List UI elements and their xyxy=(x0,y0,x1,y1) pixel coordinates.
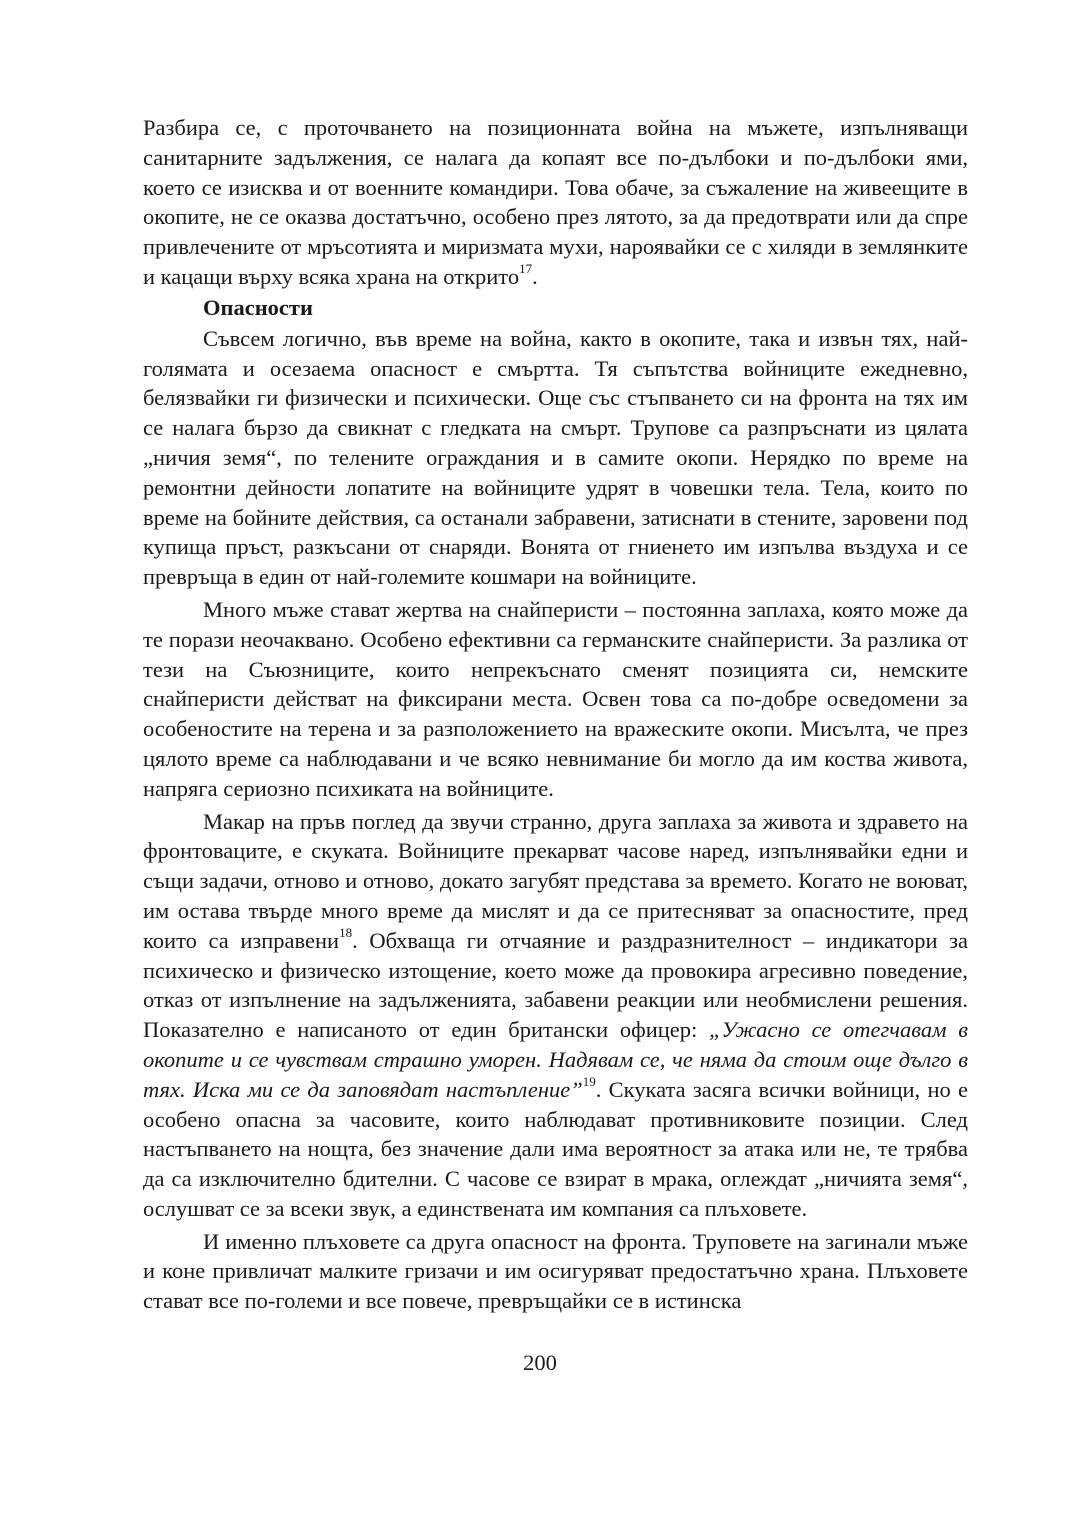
paragraph-snipers: Много мъже стават жертва на снайперисти – постоянна заплаха, която може да те порази неочаквано. Особено ефективни са германските снайперисти. За разлика от тези на Съюзниците, които непрекъснато сменят позицията си, немските снайперисти действат на фиксирани места. Освен това са по-добре осведомени за особеностите на терена и за разположението на вражеските окопи. Мисълта, че през цялото време са наблюдавани и че всяко невнимание би могло да им коства живота, напряга сериозно психиката на войниците. xyxy=(143,596,968,801)
footnote-ref-18: 18 xyxy=(339,925,353,941)
officer-quote: „Ужасно се отегчавам в окопите и се чувствам страшно уморен. Надявам се, че няма да стоим още дълго в тях. Иска ми се да заповядат настъпление” xyxy=(143,1017,968,1102)
paragraph-text-part1: Макар на пръв поглед да звучи странно, друга заплаха за живота и здравето на фронтоваците, е скуката. Войниците прекарват часове наред, изпълнявайки едни и същи задачи, отново и отново, докато загубят представа за времето. Когато не воюват, им остава твърде много време да мислят и да се притесняват за опасностите, пред които са изправени xyxy=(143,808,968,953)
paragraph-rats: И именно плъховете са друга опасност на фронта. Труповете на загинали мъже и коне привличат малките гризачи и им осигуряват предостатъчно храна. Плъховете стават все по-големи и все повече, превръщайки се в истинска xyxy=(143,1228,968,1314)
paragraph-text-part2: . Обхваща ги отчаяние и раздразнителност – индикатори за психическо и физическо изтощение, което може да провокира агресивно поведение, отказ от изпълнение на задълженията, забавени реакции или необмислени решения. Показателно е написаното от един британски офицер: xyxy=(143,927,968,1043)
page-body xyxy=(143,113,968,1316)
footnote-ref-19: 19 xyxy=(582,1074,596,1090)
paragraph-boredom xyxy=(143,807,968,1224)
page-number: 200 xyxy=(523,1350,557,1375)
paragraph-end: . xyxy=(532,263,538,289)
paragraph-text: Разбира се, с проточването на позиционната война на мъжете, изпълняващи санитарните задължения, се налага да копаят все по-дълбоки и по-дълбоки ями, което се изисква и от военните командири. Това обаче, за съжаление на живеещите в окопите, не се оказва достатъчно, особено през лятото, за да предотврати или да спре привлечените от мръсотията и миризмата мухи, нароявайки се с хиляди в землянките и кацащи върху всяка храна на открито xyxy=(143,115,968,289)
footnote-ref-17: 17 xyxy=(519,261,533,277)
section-heading: Опасности xyxy=(203,294,313,320)
paragraph-sanitary-duties xyxy=(143,113,968,292)
paragraph-text-part3: . Скуката засяга всички войници, но е особено опасна за часовите, които наблюдават противниковите позиции. След настъпването на нощта, без значение дали има вероятност за атака или не, те трябва да са изключително бдителни. С часове се взират в мрака, оглеждат „ничията земя“, ослушват се за всеки звук, а единствената им компания са плъховете. xyxy=(143,1076,968,1221)
paragraph-death: Съвсем логично, във време на война, както в окопите, така и извън тях, най-голямата и осезаема опасност е смъртта. Тя съпътства войниците ежедневно, белязвайки ги физически и психически. Още със стъпването си на фронта на тях им се налага бързо да свикнат с гледката на смърт. Трупове са разпръснати из цялата „ничия земя“, по телените ограждания и в самите окопи. Нерядко по време на ремонтни дейности лопатите на войниците удрят в човешки тела. Тела, които по време на бойните действия, са останали забравени, затиснати в стените, заровени под купища пръст, разкъсани от снаряди. Вонята от гниенето им изпълва въздуха и се превръща в един от най-големите кошмари на войниците. xyxy=(143,325,968,590)
